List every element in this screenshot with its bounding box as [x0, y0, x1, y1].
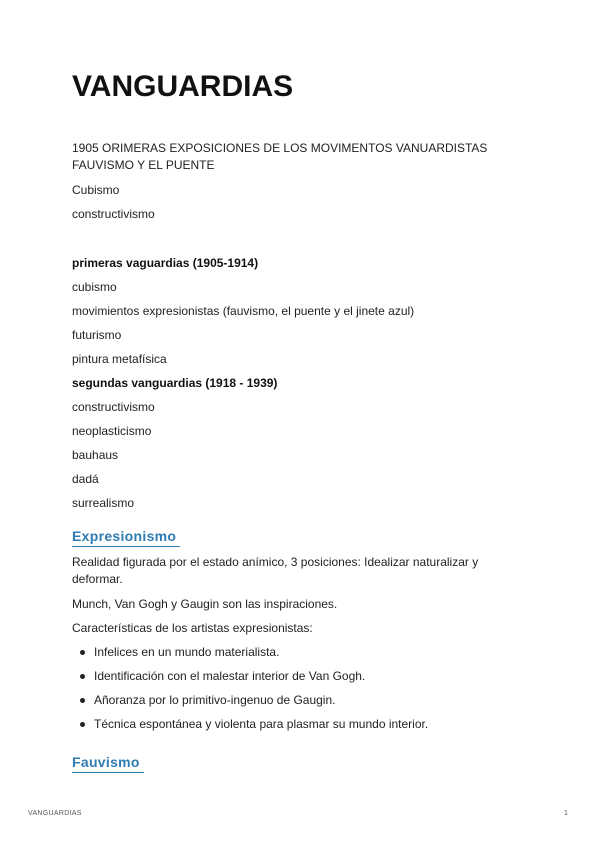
primeras-item: movimientos expresionistas (fauvismo, el puente y el jinete azul): [72, 304, 415, 318]
intro-line-2: FAUVISMO Y EL PUENTE: [72, 158, 215, 172]
bullet-icon: [80, 722, 85, 727]
list-item: [72, 640, 428, 664]
primeras-item: cubismo: [72, 280, 117, 294]
segundas-item: surrealismo: [72, 496, 135, 510]
expresionismo-heading: Expresionismo: [72, 528, 180, 547]
list-item: [72, 712, 428, 736]
list-item-text: Añoranza por lo primitivo-ingenuo de Gaugin.: [94, 693, 336, 707]
segundas-heading: segundas vanguardias (1918 - 1939): [72, 376, 278, 390]
document-title: VANGUARDIAS: [72, 70, 294, 103]
intro-line-1: 1905 ORIMERAS EXPOSICIONES DE LOS MOVIMENTOS VANUARDISTAS: [72, 141, 488, 155]
bullet-icon: [80, 674, 85, 679]
bullet-icon: [80, 650, 85, 655]
segundas-item: dadá: [72, 472, 99, 486]
segundas-item: constructivismo: [72, 400, 155, 414]
list-item-text: Identificación con el malestar interior de Van Gogh.: [94, 669, 366, 683]
expresionismo-paragraph-1: Realidad figurada por el estado anímico, 3 posiciones: Idealizar naturalizar y deformar.: [72, 555, 479, 586]
expresionismo-bullet-list: [72, 640, 428, 736]
primeras-heading: primeras vaguardias (1905-1914): [72, 256, 259, 270]
list-item-text: Infelices en un mundo materialista.: [94, 645, 280, 659]
expresionismo-paragraph-3: Características de los artistas expresionistas:: [72, 621, 313, 635]
primeras-item: futurismo: [72, 328, 122, 342]
fauvismo-heading: Fauvismo: [72, 754, 144, 773]
intro-item-cubismo: Cubismo: [72, 183, 120, 197]
page-number: 1: [564, 810, 568, 817]
intro-item-constructivismo: constructivismo: [72, 207, 155, 221]
segundas-item: neoplasticismo: [72, 424, 152, 438]
list-item-text: Técnica espontánea y violenta para plasmar su mundo interior.: [94, 717, 429, 731]
list-item: [72, 664, 428, 688]
bullet-icon: [80, 698, 85, 703]
footer-title: VANGUARDIAS: [28, 810, 82, 817]
primeras-item: pintura metafísica: [72, 352, 167, 366]
expresionismo-paragraph-2: Munch, Van Gogh y Gaugin son las inspiraciones.: [72, 597, 338, 611]
segundas-item: bauhaus: [72, 448, 119, 462]
list-item: [72, 688, 428, 712]
